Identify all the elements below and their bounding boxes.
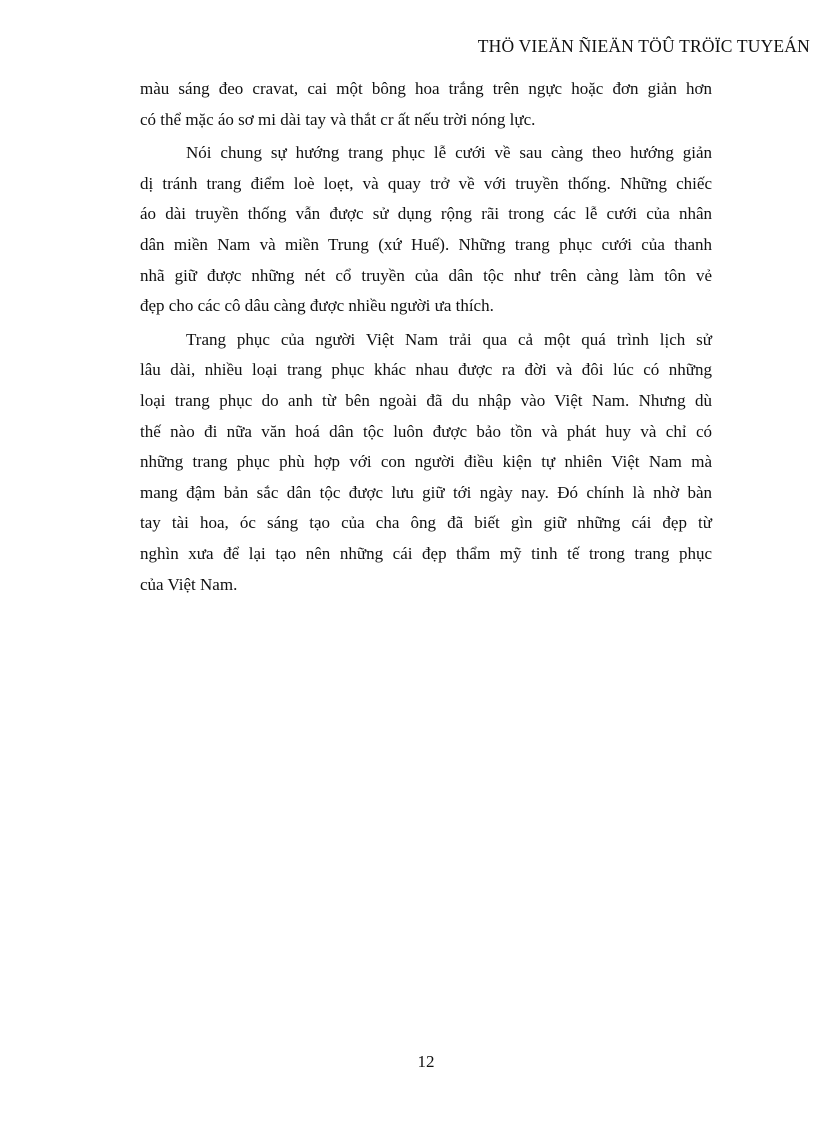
paragraph-line: Nói chung sự hướng trang phục lễ cưới về sau càng theo hướng giản — [186, 143, 712, 163]
paragraph-line: đẹp cho các cô dâu càng được nhiều người ưa thích. — [140, 296, 494, 316]
paragraph-line: những trang phục phù hợp với con người điều kiện tự nhiên Việt Nam mà — [140, 452, 712, 472]
paragraph-line: màu sáng đeo cravat, cai một bông hoa trắng trên ngực hoặc đơn giản hơn — [140, 79, 712, 98]
paragraph-line: dân miền Nam và miền Trung (xứ Huế). Những trang phục cưới của thanh — [140, 234, 712, 254]
paragraph-line: áo dài truyền thống vẫn được sử dụng rộng rãi trong các lễ cưới của nhân — [140, 204, 712, 224]
paragraph-line: mang đậm bản sắc dân tộc được lưu giữ tới ngày nay. Đó chính là nhờ bàn — [140, 482, 712, 502]
paragraph-line: có thể mặc áo sơ mi dài tay và thắt cr ất nếu trời nóng lực. — [140, 109, 536, 129]
paragraph-line: dị tránh trang điểm loè loẹt, và quay trở về với truyền thống. Những chiếc — [140, 173, 712, 193]
page-header-title: THÖ VIEÄN ÑIEÄN TÖÛ TRÖÏC TUYEÁN — [477, 36, 810, 56]
paragraph-line: loại trang phục do anh từ bên ngoài đã du nhập vào Việt Nam. Nhưng dù — [140, 390, 712, 410]
paragraph-line: nghìn xưa để lại tạo nên những cái đẹp thẩm mỹ tinh tế trong trang phục — [140, 543, 712, 563]
page-number: 12 — [417, 1052, 435, 1071]
paragraph-line: lâu dài, nhiều loại trang phục khác nhau được ra đời và đôi lúc có những — [140, 360, 712, 380]
paragraph-line: của Việt Nam. — [140, 574, 238, 594]
paragraph-line: Trang phục của người Việt Nam trải qua cả một quá trình lịch sử — [186, 329, 712, 349]
paragraph-line: tay tài hoa, óc sáng tạo của cha ông đã biết gìn giữ những cái đẹp từ — [140, 513, 712, 533]
document-body — [140, 74, 712, 600]
paragraph-line: nhã giữ được những nét cổ truyền của dân tộc như trên càng làm tôn vẻ — [140, 265, 712, 285]
paragraph-line: thế nào đi nữa văn hoá dân tộc luôn được bảo tồn và phát huy và chỉ có — [140, 421, 712, 441]
